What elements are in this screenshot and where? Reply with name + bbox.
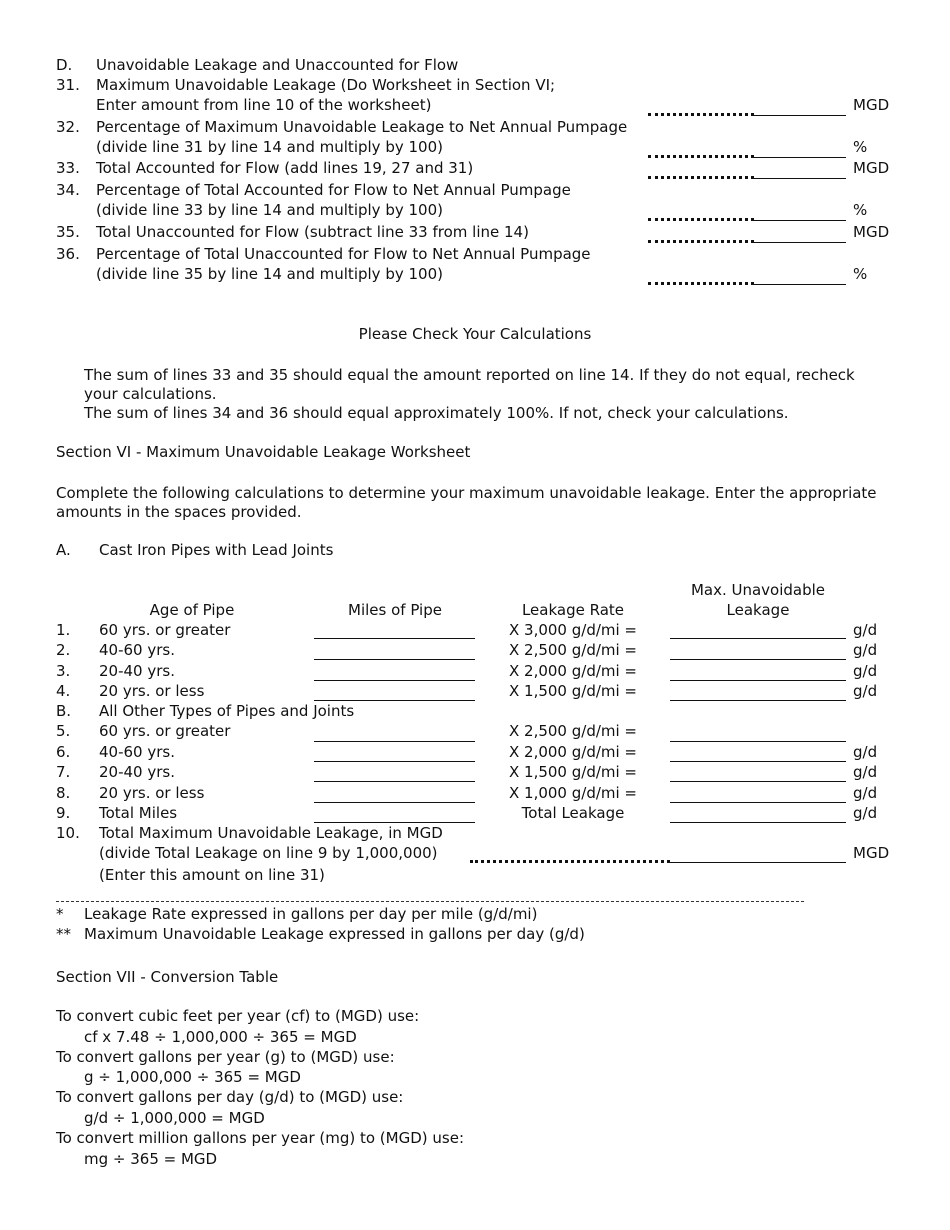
- unit-label: MGD: [853, 223, 890, 241]
- unit-label: g/d: [853, 641, 878, 659]
- conversion-formula: g/d ÷ 1,000,000 = MGD: [84, 1109, 265, 1127]
- line-34-input[interactable]: [754, 220, 846, 221]
- check-paragraph-1: The sum of lines 33 and 35 should equal the amount reported on line 14. If they do not equal, recheck: [84, 366, 855, 384]
- rate-label: X 2,000 g/d/mi =: [508, 662, 638, 680]
- column-header-max-cont: Leakage: [726, 601, 790, 619]
- line-label: Percentage of Total Accounted for Flow to Net Annual Pumpage: [96, 181, 571, 199]
- rate-label: X 2,500 g/d/mi =: [508, 722, 638, 740]
- miles-input[interactable]: [314, 761, 475, 762]
- subsection-b-title: All Other Types of Pipes and Joints: [99, 702, 355, 720]
- row-number: 8.: [56, 784, 71, 802]
- line-31-input[interactable]: [754, 115, 846, 116]
- miles-input[interactable]: [314, 659, 475, 660]
- age-label: 20-40 yrs.: [99, 763, 175, 781]
- line-33-dotted-fill: [648, 176, 754, 179]
- age-label: 20 yrs. or less: [99, 784, 205, 802]
- age-label: 60 yrs. or greater: [99, 621, 231, 639]
- conversion-title: To convert cubic feet per year (cf) to (MGD) use:: [56, 1007, 420, 1025]
- conversion-formula: cf x 7.48 ÷ 1,000,000 ÷ 365 = MGD: [84, 1028, 357, 1046]
- line-35-dotted-fill: [648, 240, 754, 243]
- section-6-heading: Section VI - Maximum Unavoidable Leakage Worksheet: [56, 443, 471, 461]
- row-number: 5.: [56, 722, 71, 740]
- rate-label: X 1,500 g/d/mi =: [508, 763, 638, 781]
- column-header-rate: Leakage Rate: [521, 601, 625, 619]
- age-label: 40-60 yrs.: [99, 641, 175, 659]
- subsection-b-letter: B.: [56, 702, 72, 720]
- age-label: 20-40 yrs.: [99, 662, 175, 680]
- unit-label: g/d: [853, 682, 878, 700]
- rate-label: X 2,500 g/d/mi =: [508, 641, 638, 659]
- line-32-input[interactable]: [754, 157, 846, 158]
- unit-label: %: [853, 265, 868, 283]
- row-number: 9.: [56, 804, 71, 822]
- row-number: 6.: [56, 743, 71, 761]
- miles-input[interactable]: [314, 781, 475, 782]
- age-label: 60 yrs. or greater: [99, 722, 231, 740]
- line-number: 34.: [56, 181, 80, 199]
- leakage-input[interactable]: [670, 638, 846, 639]
- age-label: 40-60 yrs.: [99, 743, 175, 761]
- section-d-title: Unavoidable Leakage and Unaccounted for Flow: [96, 56, 459, 74]
- line-31-dotted-fill: [648, 113, 754, 116]
- row-number: 1.: [56, 621, 71, 639]
- leakage-input[interactable]: [670, 659, 846, 660]
- section-6-intro-cont: amounts in the spaces provided.: [56, 503, 302, 521]
- footnote-1-mark: *: [56, 905, 64, 923]
- unit-label: %: [853, 138, 868, 156]
- footnote-1: Leakage Rate expressed in gallons per day per mile (g/d/mi): [84, 905, 538, 923]
- line-label-cont: (divide line 35 by line 14 and multiply by 100): [96, 265, 443, 283]
- row-number: 10.: [56, 824, 80, 842]
- column-header-miles: Miles of Pipe: [348, 601, 442, 619]
- column-header-max: Max. Unavoidable: [690, 581, 826, 599]
- line-34-dotted-fill: [648, 218, 754, 221]
- unit-label: g/d: [853, 662, 878, 680]
- row-number: 4.: [56, 682, 71, 700]
- leakage-input[interactable]: [670, 741, 846, 742]
- row-10-dotted-fill: [470, 860, 670, 863]
- rate-label: X 3,000 g/d/mi =: [508, 621, 638, 639]
- miles-input[interactable]: [314, 638, 475, 639]
- section-7-heading: Section VII - Conversion Table: [56, 968, 279, 986]
- line-36-dotted-fill: [648, 282, 754, 285]
- unit-label: MGD: [853, 844, 890, 862]
- line-32-dotted-fill: [648, 155, 754, 158]
- unit-label: MGD: [853, 159, 890, 177]
- conversion-title: To convert gallons per year (g) to (MGD) use:: [56, 1048, 395, 1066]
- age-label: 20 yrs. or less: [99, 682, 205, 700]
- section-d-letter: D.: [56, 56, 73, 74]
- line-label: Total Unaccounted for Flow (subtract line 33 from line 14): [96, 223, 529, 241]
- unit-label: g/d: [853, 621, 878, 639]
- check-paragraph-1-cont: your calculations.: [84, 385, 217, 403]
- row-10-note: (Enter this amount on line 31): [99, 866, 325, 884]
- line-label: Percentage of Total Unaccounted for Flow to Net Annual Pumpage: [96, 245, 591, 263]
- line-number: 35.: [56, 223, 80, 241]
- unit-label: MGD: [853, 96, 890, 114]
- rate-label: X 1,000 g/d/mi =: [508, 784, 638, 802]
- leakage-input[interactable]: [670, 700, 846, 701]
- row-number: 7.: [56, 763, 71, 781]
- leakage-input[interactable]: [670, 781, 846, 782]
- line-35-input[interactable]: [754, 242, 846, 243]
- unit-label: g/d: [853, 743, 878, 761]
- rate-label: X 1,500 g/d/mi =: [508, 682, 638, 700]
- conversion-title: To convert gallons per day (g/d) to (MGD) use:: [56, 1088, 404, 1106]
- section-6-intro: Complete the following calculations to determine your maximum unavoidable leakage. Enter the appropriate: [56, 484, 877, 502]
- conversion-title: To convert million gallons per year (mg) to (MGD) use:: [56, 1129, 465, 1147]
- line-label-cont: Enter amount from line 10 of the worksheet): [96, 96, 432, 114]
- line-label: Percentage of Maximum Unavoidable Leakage to Net Annual Pumpage: [96, 118, 628, 136]
- line-label: Total Accounted for Flow (add lines 19, 27 and 31): [96, 159, 474, 177]
- unit-label: g/d: [853, 763, 878, 781]
- footnote-2-mark: **: [56, 925, 71, 943]
- miles-input[interactable]: [314, 741, 475, 742]
- line-label-cont: (divide line 33 by line 14 and multiply by 100): [96, 201, 443, 219]
- row-10-label-cont: (divide Total Leakage on line 9 by 1,000,000): [99, 844, 438, 862]
- line-label-cont: (divide line 31 by line 14 and multiply by 100): [96, 138, 443, 156]
- conversion-formula: g ÷ 1,000,000 ÷ 365 = MGD: [84, 1068, 301, 1086]
- subsection-a-letter: A.: [56, 541, 71, 559]
- row-number: 3.: [56, 662, 71, 680]
- conversion-formula: mg ÷ 365 = MGD: [84, 1150, 218, 1168]
- footnote-2: Maximum Unavoidable Leakage expressed in gallons per day (g/d): [84, 925, 585, 943]
- line-33-input[interactable]: [754, 178, 846, 179]
- footnote-separator: [56, 901, 804, 902]
- total-miles-label: Total Miles: [99, 804, 178, 822]
- leakage-input[interactable]: [670, 802, 846, 803]
- line-36-input[interactable]: [754, 284, 846, 285]
- row-10-input[interactable]: [670, 862, 846, 863]
- line-number: 31.: [56, 76, 80, 94]
- line-number: 33.: [56, 159, 80, 177]
- leakage-input[interactable]: [670, 680, 846, 681]
- miles-input[interactable]: [314, 802, 475, 803]
- unit-label: g/d: [853, 784, 878, 802]
- leakage-input[interactable]: [670, 761, 846, 762]
- miles-input[interactable]: [314, 680, 475, 681]
- unit-label: %: [853, 201, 868, 219]
- total-leakage-input[interactable]: [670, 822, 846, 823]
- subsection-a-title: Cast Iron Pipes with Lead Joints: [99, 541, 334, 559]
- line-number: 36.: [56, 245, 80, 263]
- column-header-age: Age of Pipe: [149, 601, 235, 619]
- check-paragraph-2: The sum of lines 34 and 36 should equal approximately 100%. If not, check your calculations.: [84, 404, 789, 422]
- rate-label: X 2,000 g/d/mi =: [508, 743, 638, 761]
- total-leakage-label: Total Leakage: [521, 804, 625, 822]
- line-number: 32.: [56, 118, 80, 136]
- row-10-label: Total Maximum Unavoidable Leakage, in MGD: [99, 824, 443, 842]
- line-label: Maximum Unavoidable Leakage (Do Worksheet in Section VI;: [96, 76, 556, 94]
- check-heading: Please Check Your Calculations: [358, 325, 592, 343]
- row-number: 2.: [56, 641, 71, 659]
- unit-label: g/d: [853, 804, 878, 822]
